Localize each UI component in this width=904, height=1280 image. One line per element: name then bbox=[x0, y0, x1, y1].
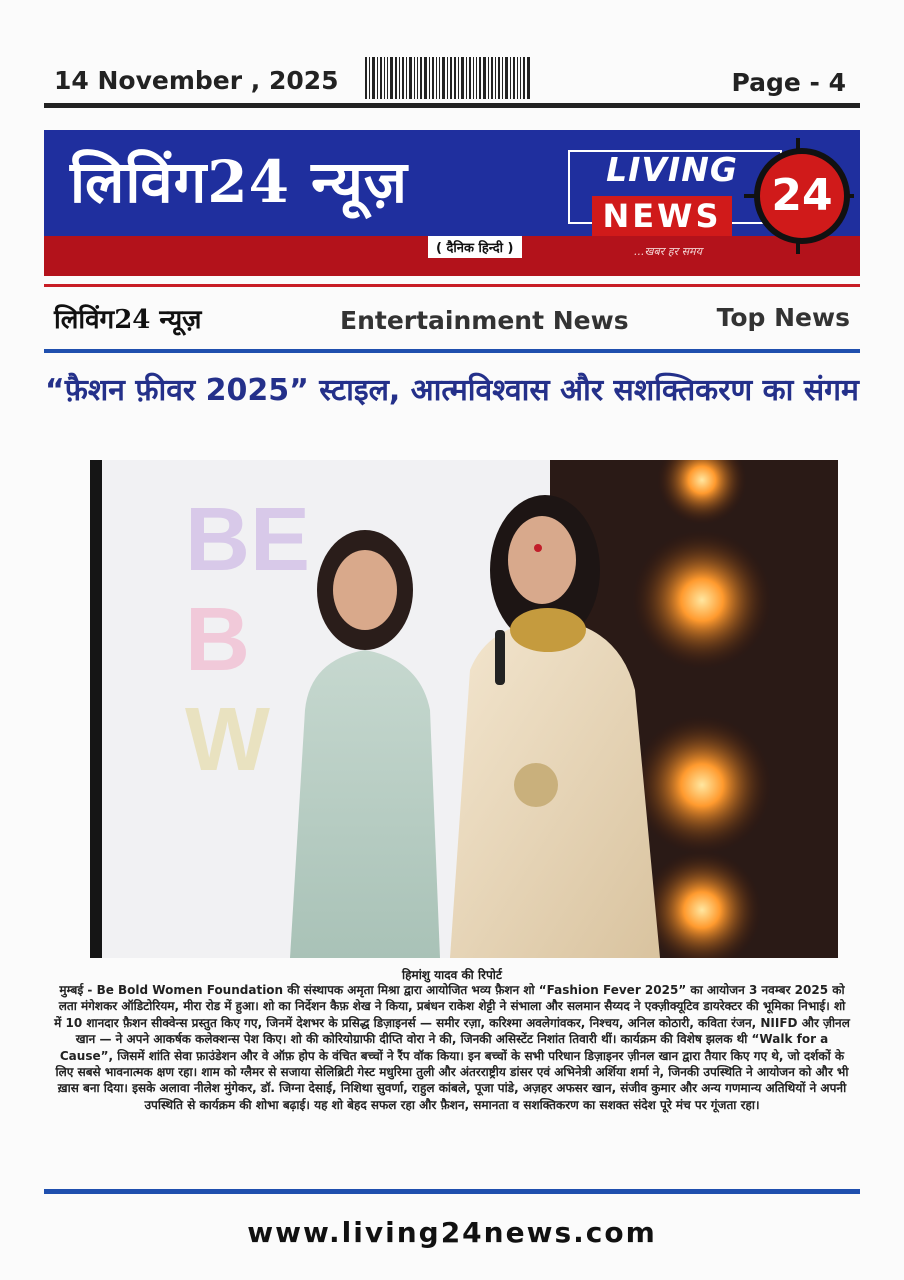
logo-24-badge: 24 bbox=[754, 148, 850, 244]
blue-rule-bottom bbox=[44, 1189, 860, 1194]
logo-news-text: NEWS bbox=[592, 196, 732, 236]
blue-rule-top bbox=[44, 349, 860, 353]
masthead bbox=[44, 130, 860, 276]
article-headline: “फ़ैशन फ़ीवर 2025” स्टाइल, आत्मविश्वास और सशक्तिकरण का संगम bbox=[44, 373, 859, 408]
top-rule bbox=[44, 103, 860, 108]
section-label: Top News bbox=[716, 303, 850, 332]
section-brand: लिविंग24 न्यूज़ bbox=[54, 305, 202, 335]
svg-text:B: B bbox=[185, 590, 250, 690]
svg-text:BE: BE bbox=[185, 490, 311, 590]
article-byline: हिमांशु यादव की रिपोर्ट bbox=[402, 968, 502, 982]
website-url: www.living24news.com bbox=[247, 1216, 657, 1249]
logo-living-text: LIVING bbox=[606, 150, 738, 189]
barcode-image bbox=[365, 57, 541, 99]
issue-date: 14 November , 2025 bbox=[54, 66, 339, 95]
masthead-subtitle: ( दैनिक हिन्दी ) bbox=[428, 236, 522, 258]
logo-tagline: ...खबर हर समय bbox=[634, 245, 702, 258]
page-number: Page - 4 bbox=[731, 68, 846, 97]
svg-text:W: W bbox=[185, 690, 270, 790]
event-photo bbox=[90, 460, 838, 958]
article-body: मुम्बई - Be Bold Women Foundation की संस्थापक अमृता मिश्रा द्वारा आयोजित भव्य फ़ैशन शो “Fashion Fever 2025” का आयोजन 3 नवम्बर 2025 को लता मंगेशकर ऑडिटोरियम, मीरा रोड में हुआ। शो का निर्देशन कैफ़ शेख ने किया, प्रबंधन राकेश शेट्टी ने संभाला और सलमान सैय्यद ने एक्ज़ीक्यूटिव डायरेक्टर की भूमिका निभाई। शो में 10 शानदार फ़ैशन सीक्वेन्स प्रस्तुत किए गए, जिनमें देशभर के प्रसिद्ध डिज़ाइनर्स — समीर रज़ा, करिश्मा अवलेगांवकर, निश्चय, अनिल कोठारी, कविता रंजन, NIIFD और ज़ीनल खान — ने अपने आकर्षक कलेक्शन्स पेश किए। शो की कोरियोग्राफी दीप्ति वोरा ने की, जिनकी असिस्टेंट निशांत तिवारी थीं। कार्यक्रम की विशेष झलक थी “Walk for a Cause”, जिसमें शांति सेवा फ़ाउंडेशन और वे ऑफ़ होप के वंचित बच्चों ने रैंप वॉक किया। इन बच्चों के सभी परिधान डिज़ाइनर ज़ीनल खान द्वारा तैयार किए गए थे, जो दर्शकों के लिए सबसे भावनात्मक क्षण रहा। शाम को ग्लैमर से सजाया सेलिब्रिटी गेस्ट मधुरिमा तुली और अंतरराष्ट्रीय डांसर एवं अभिनेत्री अर्शिया शर्मा ने, जिनकी उपस्थिति ने आयोजन को और भी ख़ास बना दिया। इसके अलावा नीलेश मुंगेकर, डॉ. जिग्ना देसाई, निशिथा सुवर्णा, राहुल कांबले, पूजा पांडे, अज़हर अफसर खान, संजीव कुमार और अन्य गणमान्य अतिथियों ने अपनी उपस्थिति से कार्यक्रम की शोभा बढ़ाई। यह शो बेहद सफल रहा और फ़ैशन, समानता व सशक्तिकरण का सशक्त संदेश पूरे मंच पर गूंजता रहा। bbox=[54, 983, 850, 1112]
masthead-title: लिविंग24 न्यूज़ bbox=[70, 148, 408, 216]
section-category: Entertainment News bbox=[340, 306, 629, 335]
red-rule bbox=[44, 284, 860, 287]
